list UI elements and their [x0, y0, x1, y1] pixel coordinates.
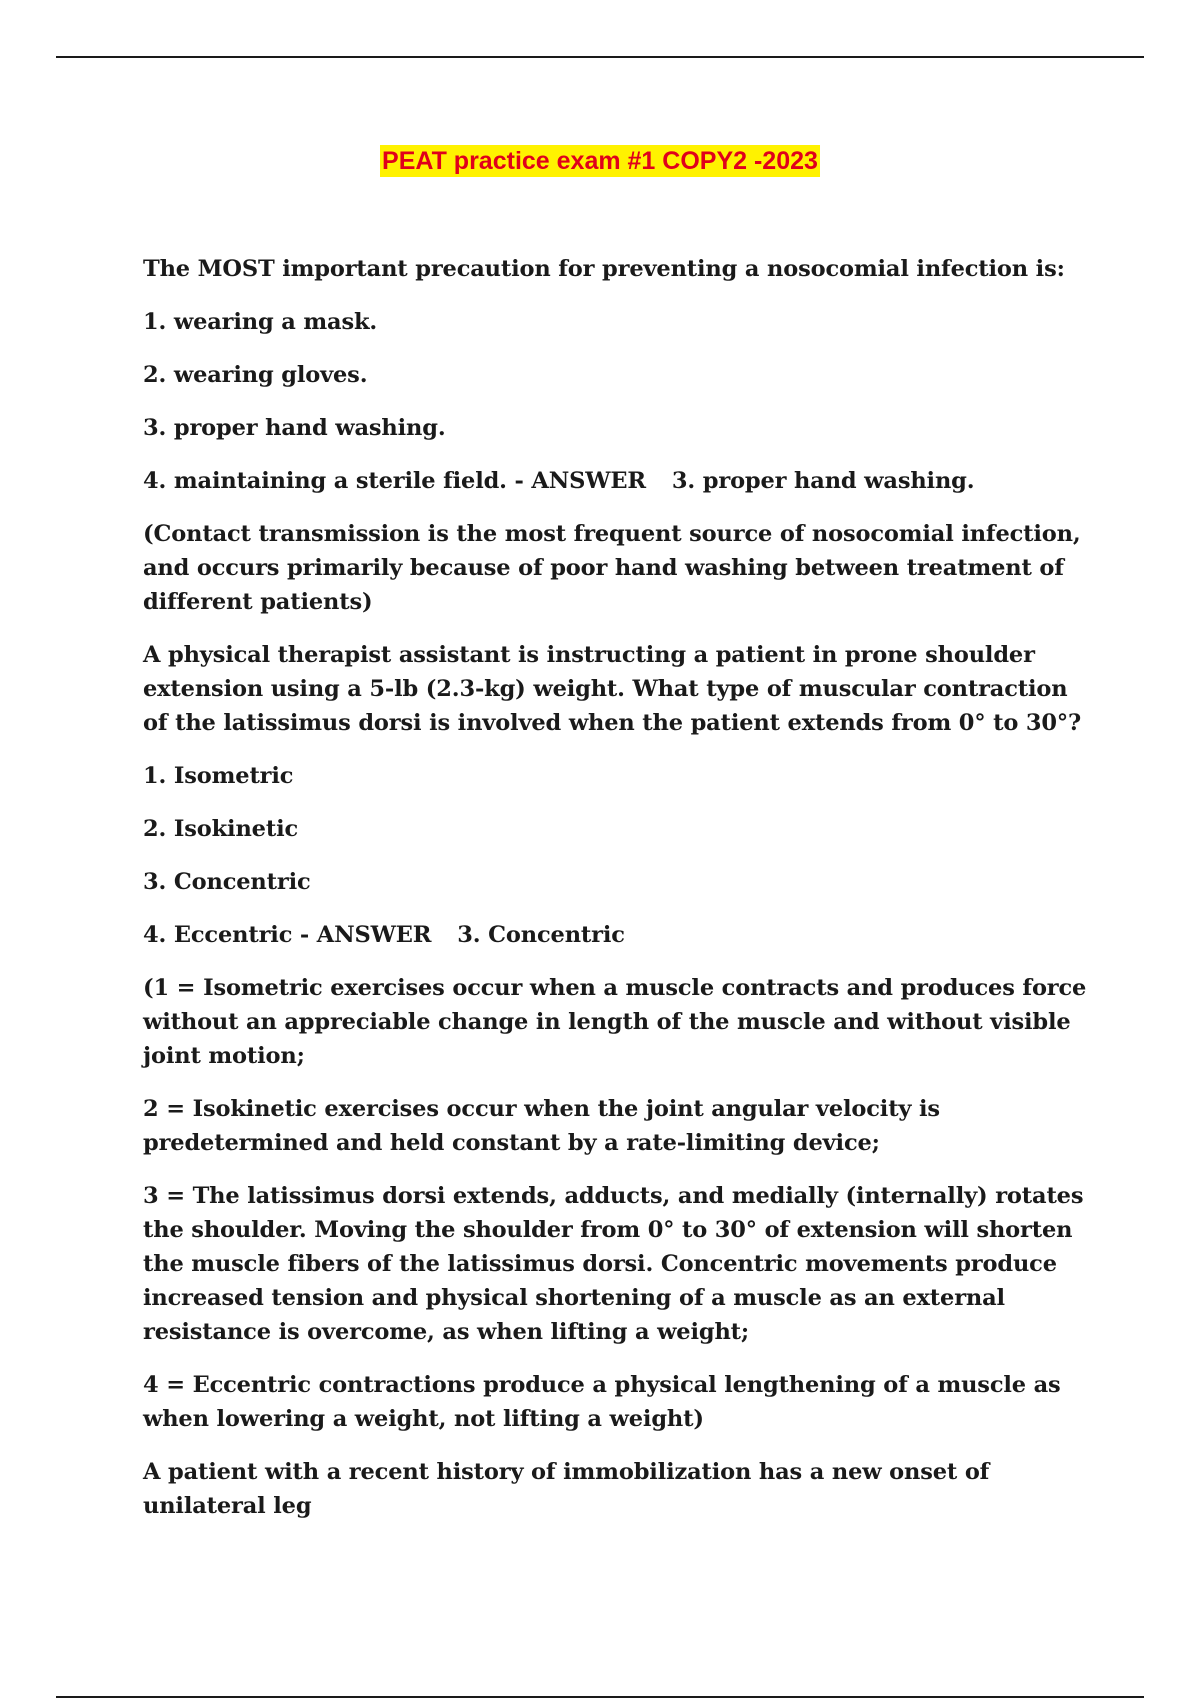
question-2-answer: 3. Concentric — [457, 922, 625, 948]
footer-rule — [56, 1696, 1144, 1698]
question-1-option-3: 3. proper hand washing. — [143, 415, 446, 441]
question-2-stem: A physical therapist assistant is instructing a patient in prone shoulder extension using a 5-lb (2.3-kg) weight. What type of muscular contraction of the latissimus dorsi is involved when the patient extends from 0° to 30°? — [143, 642, 1082, 736]
question-2-option-4: 4. Eccentric - ANSWER — [143, 922, 432, 948]
question-2-option-2: 2. Isokinetic — [143, 816, 299, 842]
header-rule — [56, 56, 1144, 58]
question-2-rationale-1: (1 = Isometric exercises occur when a muscle contracts and produces force without an appreciable change in length of the muscle and without visible joint motion; — [143, 975, 1087, 1069]
title-container — [0, 145, 1200, 177]
document-body — [143, 252, 1093, 1542]
document-title: PEAT practice exam #1 COPY2 -2023 — [382, 147, 818, 175]
question-1-stem: The MOST important precaution for preventing a nosocomial infection is: — [143, 256, 1065, 282]
question-2-rationale-3: 3 = The latissimus dorsi extends, adducts, and medially (internally) rotates the shoulder. Moving the shoulder from 0° to 30° of extension will shorten the muscle fibers of the latissimus dorsi. Concentric movements produce increased tension and physical shortening of a muscle as an external resistance is overcome, as when lifting a weight; — [143, 1183, 1084, 1345]
question-2-answer-line — [143, 918, 1093, 952]
question-1-rationale: (Contact transmission is the most frequent source of nosocomial infection, and occurs primarily because of poor hand washing between treatment of different patients) — [143, 521, 1081, 615]
question-1-answer: 3. proper hand washing. — [671, 468, 975, 494]
question-2-option-3: 3. Concentric — [143, 869, 311, 895]
question-2-rationale-2: 2 = Isokinetic exercises occur when the joint angular velocity is predetermined and held constant by a rate-limiting device; — [143, 1096, 940, 1156]
question-3-stem: A patient with a recent history of immobilization has a new onset of unilateral leg — [143, 1459, 990, 1519]
question-1-option-2: 2. wearing gloves. — [143, 362, 368, 388]
question-1-option-1: 1. wearing a mask. — [143, 309, 378, 335]
question-2-rationale-4: 4 = Eccentric contractions produce a physical lengthening of a muscle as when lowering a weight, not lifting a weight) — [143, 1372, 1061, 1432]
question-1-answer-line — [143, 464, 1093, 498]
question-1-option-4: 4. maintaining a sterile field. - ANSWER — [143, 468, 646, 494]
question-2-option-1: 1. Isometric — [143, 763, 294, 789]
